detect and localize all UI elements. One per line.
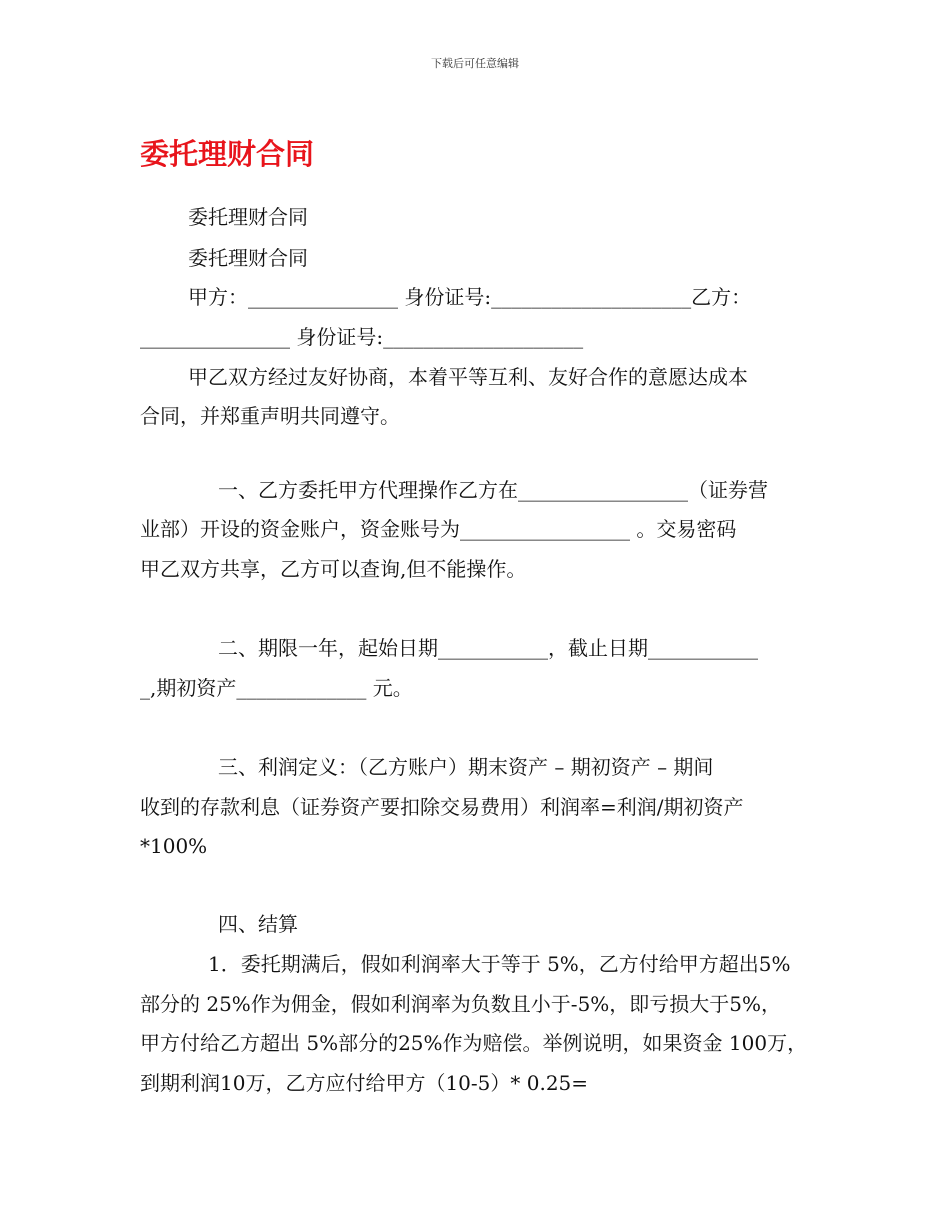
clause-3-line-2: 收到的存款利息（证券资产要扣除交易费用）利润率=利润/期初资产: [140, 795, 744, 819]
clause-1-line-3: 甲乙双方共享，乙方可以查询,但不能操作。: [140, 557, 527, 581]
clause-4-line-2: 部分的 25%作为佣金，假如利润率为负数且小于-5%，即亏损大于5%，: [140, 992, 782, 1016]
header-note: 下载后可任意编辑: [431, 57, 519, 70]
subtitle-line-1: 委托理财合同: [188, 205, 308, 229]
clause-3-line-1: 三、利润定义：（乙方账户）期末资产 – 期初资产 – 期间: [218, 755, 714, 779]
clause-2-line-1: 二、期限一年，起始日期___________，截止日期___________: [218, 636, 758, 660]
clause-4-line-1: 1．委托期满后，假如利润率大于等于 5%，乙方付给甲方超出5%: [208, 952, 791, 976]
clause-1-line-1: 一、乙方委托甲方代理操作乙方在_________________（证券营: [218, 478, 768, 502]
document-title: 委托理财合同: [140, 137, 315, 171]
preamble-line-1: 甲乙双方经过友好协商，本着平等互利、友好合作的意愿达成本: [188, 365, 748, 389]
clause-4-line-3: 甲方付给乙方超出 5%部分的25%作为赔偿。举例说明，如果资金 100万，: [140, 1031, 808, 1055]
party-line-1: 甲方：_______________ 身份证号:____________________乙方：: [188, 285, 752, 309]
preamble-line-2: 合同，并郑重声明共同遵守。: [140, 404, 400, 428]
clause-4-heading: 四、结算: [218, 912, 298, 936]
clause-2-line-2: _,期初资产_____________ 元。: [140, 676, 413, 700]
clause-1-line-2: 业部）开设的资金账户，资金账号为_________________ 。交易密码: [140, 517, 737, 541]
clause-4-line-4: 到期利润10万，乙方应付给甲方（10-5）* 0.25=: [140, 1071, 589, 1095]
party-line-2: _______________ 身份证号:____________________: [140, 325, 584, 349]
clause-3-line-3: *100%: [140, 834, 208, 858]
subtitle-line-2: 委托理财合同: [188, 246, 308, 270]
